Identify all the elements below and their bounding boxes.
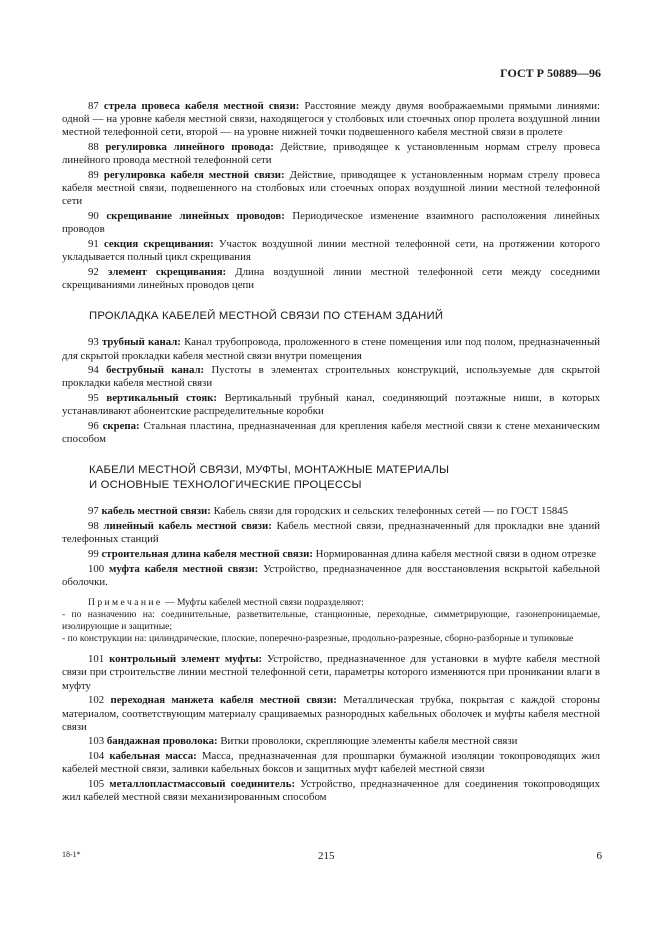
term-name: вертикальный стояк: [106, 392, 217, 405]
term-number: 98 [88, 520, 99, 533]
term-name: контрольный элемент муфты: [109, 653, 263, 666]
term-name: металлопластмассовый соединитель: [109, 778, 296, 791]
term-number: 93 [88, 336, 99, 349]
note-intro: — Муфты кабелей местной связи подразделяют: [164, 597, 364, 609]
term-name: регулировка линейного провода: [105, 141, 274, 154]
term-name: переходная манжета кабеля местной связи: [110, 694, 337, 707]
term-entry [62, 100, 600, 140]
page-number: 215 [318, 850, 335, 862]
term-definition: Действие, приводящее к установленным нормам стрелу провеса линейного провода местной телефонной сети [62, 141, 601, 167]
section-heading-line: ПРОКЛАДКА КАБЕЛЕЙ МЕСТНОЙ СВЯЗИ ПО СТЕНАМ ЗДАНИЙ [89, 310, 444, 323]
term-name: кабельная масса: [109, 750, 197, 763]
term-definition: Расстояние между двумя воображаемыми прямыми линиями: одной — на уровне кабеля местной связи, находящегося у столбовых или стоечных опор пролета воздушной линии местной телефонной сети, второй — на уровне нижней точки подвешенного кабеля местной связи в пролете [62, 100, 601, 139]
note-item: - по конструкции на: цилиндрические, плоские, поперечно-разрезные, продольно-разрезные, сборно-разборные и тупиковые [62, 633, 574, 645]
term-definition: Нормированная длина кабеля местной связи в одном отрезке [315, 548, 597, 561]
term-definition: Действие, приводящее к установленным нормам стрелу провеса кабеля местной связи, подвешенного на столбовых или стоечных опорах воздушной линии местной телефонной сети [62, 169, 601, 208]
term-entry [62, 141, 600, 167]
section-heading [62, 309, 600, 324]
term-entry [62, 548, 600, 561]
section-heading-line: И ОСНОВНЫЕ ТЕХНОЛОГИЧЕСКИЕ ПРОЦЕССЫ [89, 479, 362, 492]
term-number: 101 [88, 653, 105, 666]
term-definition: Устройство, предназначенное для соединения токопроводящих жил кабелей местной связи механизированным способом [62, 778, 600, 804]
term-number: 100 [88, 562, 105, 575]
term-number: 89 [88, 169, 99, 182]
term-entry [62, 505, 600, 518]
note-heading [62, 597, 600, 609]
term-definition: Периодическое изменение взаимного расположения линейных проводов [62, 210, 600, 236]
section-heading-line: КАБЕЛИ МЕСТНОЙ СВЯЗИ, МУФТЫ, МОНТАЖНЫЕ МАТЕРИАЛЫ [89, 464, 450, 477]
term-number: 87 [88, 100, 99, 112]
term-entry [62, 653, 600, 693]
term-entry [62, 238, 600, 264]
term-definition: Стальная пластина, предназначенная для крепления кабеля местной связи к стене механическим способом [62, 420, 601, 446]
term-number: 91 [88, 238, 99, 251]
term-entry [62, 563, 600, 589]
term-entry [62, 520, 600, 546]
term-definition: Длина воздушной линии местной телефонной сети между соседними скрещиваниями линейных проводов цепи [62, 265, 601, 292]
term-name: секция скрещивания: [104, 238, 214, 251]
note-item: - по назначению на: соединительные, разветвительные, станционные, переходные, симметрирующие, газонепроницаемые, изолирующие и защитные; [62, 609, 600, 633]
term-entry [62, 420, 600, 446]
term-entry [62, 169, 600, 209]
term-number: 105 [88, 778, 105, 791]
printer-signature: 18-1* [62, 850, 81, 859]
sheet-number: 6 [596, 850, 602, 862]
term-name: скрещивание линейных проводов: [106, 210, 285, 223]
term-number: 103 [88, 735, 105, 748]
term-name: линейный кабель местной связи: [103, 520, 272, 533]
term-number: 104 [88, 750, 105, 763]
term-entry [62, 392, 600, 418]
section-heading [62, 463, 600, 493]
term-number: 90 [88, 210, 99, 223]
term-definition: Устройство, предназначенное для установки в муфте кабеля местной связи при строительстве линии местной телефонной сети, параметры которого изменяются при проникании влаги в муфту [62, 653, 600, 692]
term-definition: Пустоты в элементах строительных конструкций, используемые для скрытой прокладки кабеля местной связи [62, 364, 600, 390]
term-number: 102 [88, 694, 105, 707]
document-body [62, 100, 600, 806]
term-definition: Участок воздушной линии местной телефонной сети, на протяжении которого укладывается полный цикл скрещивания [62, 238, 600, 264]
term-name: трубный канал: [102, 336, 181, 349]
term-definition: Канал трубопровода, проложенного в стене помещения или под полом, предназначенный для скрытой прокладки кабеля местной связи внутри помещения [62, 336, 600, 362]
term-definition: Кабель местной связи, предназначенный для прокладки вне зданий телефонных станций [62, 520, 601, 546]
term-number: 94 [88, 364, 99, 377]
term-name: беструбный канал: [106, 364, 205, 377]
note-label: Примечание [88, 597, 163, 609]
term-name: стрела провеса кабеля местной связи: [103, 100, 300, 112]
term-entry [62, 735, 600, 748]
term-definition: Металлическая трубка, покрытая с каждой стороны материалом, соответствующим материалу сращиваемых разнородных кабельных оболочек и муфты кабеля местной связи [62, 694, 600, 733]
term-number: 88 [88, 141, 99, 154]
term-entry [62, 266, 600, 292]
term-number: 97 [88, 505, 99, 518]
term-entry [62, 750, 600, 776]
term-entry [62, 336, 600, 362]
term-name: бандажная проволока: [106, 735, 218, 748]
term-definition: Масса, предназначенная для прошпарки бумажной изоляции токопроводящих жил кабелей местной связи, заливки кабельных боксов и защитных муфт кабелей местной связи [62, 750, 601, 776]
term-entry [62, 778, 600, 804]
term-number: 95 [88, 392, 99, 405]
term-number: 92 [88, 265, 99, 278]
term-name: кабель местной связи: [101, 505, 211, 518]
term-entry [62, 364, 600, 390]
term-name: строительная длина кабеля местной связи: [101, 548, 313, 561]
term-name: регулировка кабеля местной связи: [103, 169, 285, 182]
term-entry [62, 210, 600, 236]
term-definition: Устройство, предназначенное для восстановления вскрытой кабельной оболочки. [62, 562, 600, 588]
term-definition: Вертикальный трубный канал, соединяющий поэтажные ниши, в которых устанавливают абонентские распределительные коробки [62, 392, 601, 418]
term-definition: Витки проволоки, скрепляющие элементы кабеля местной связи [220, 735, 518, 748]
term-name: элемент скрещивания: [107, 265, 227, 278]
page-footer [62, 850, 602, 864]
document-code: ГОСТ Р 50889—96 [500, 66, 601, 80]
note-block [62, 597, 600, 645]
term-number: 99 [88, 548, 99, 561]
term-number: 96 [88, 420, 99, 433]
term-entry [62, 694, 600, 734]
term-name: муфта кабеля местной связи: [109, 562, 259, 575]
term-name: скрепа: [102, 420, 140, 433]
term-definition: Кабель связи для городских и сельских телефонных сетей — по ГОСТ 15845 [213, 505, 569, 518]
